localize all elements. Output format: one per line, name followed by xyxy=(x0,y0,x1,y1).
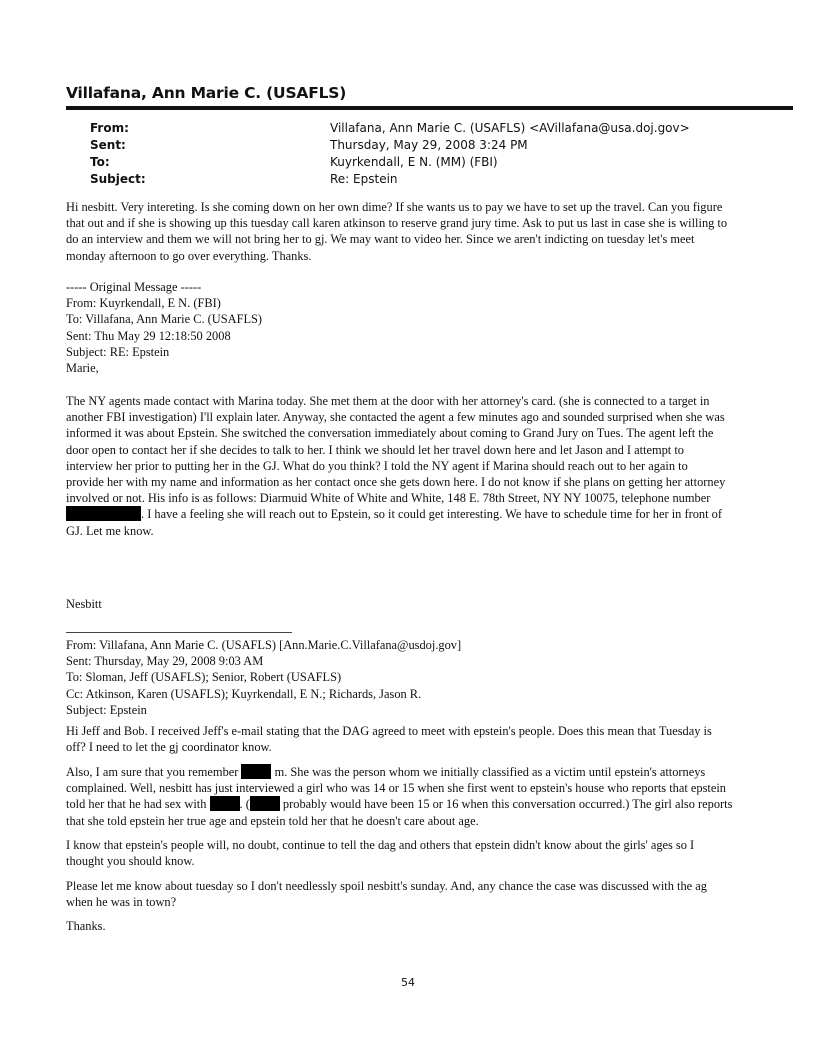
text-segment: Nesbitt xyxy=(66,597,102,611)
text-segment: m. She was the person whom we initially classified as a victim until epstein's attorneys xyxy=(271,765,706,779)
fbi-message-paragraph xyxy=(66,393,806,539)
text-line xyxy=(66,328,806,344)
text-line xyxy=(66,878,806,894)
header-value: Thursday, May 29, 2008 3:24 PM xyxy=(330,138,528,152)
header-value: Re: Epstein xyxy=(330,172,398,186)
text-line xyxy=(66,813,806,829)
text-segment: . I have a feeling she will reach out to Epstein, so it could get interesting. We have to schedule time for her in front of xyxy=(141,507,722,522)
text-segment: . ( xyxy=(239,797,250,812)
text-segment: that out and if she is showing up this tuesday call karen atkinson to reserve grand jury time. Ask to put us last in case she is willing to xyxy=(66,216,728,231)
text-segment: when he was in town? xyxy=(66,895,177,910)
text-line xyxy=(66,523,806,539)
salutation xyxy=(66,360,806,376)
header-value: Kuyrkendall, E N. (MM) (FBI) xyxy=(330,155,498,169)
header-label: To: xyxy=(90,155,110,169)
text-line xyxy=(66,918,806,934)
text-segment: ----- Original Message ----- xyxy=(66,280,202,294)
header-subject xyxy=(90,171,690,188)
text-line xyxy=(66,837,806,853)
header-value: Villafana, Ann Marie C. (USAFLS) <AVillafana@usa.doj.gov> xyxy=(330,121,690,135)
text-line xyxy=(66,686,806,702)
header-from xyxy=(90,120,690,137)
signature xyxy=(66,596,806,612)
text-line xyxy=(66,739,806,755)
text-segment: another FBI investigation) I'll explain later. Anyway, she contacted the agent a few minutes ago and sounded surprised when she was xyxy=(66,410,725,425)
text-line xyxy=(66,425,806,441)
text-segment: monday afternoon to go over everything. Thanks. xyxy=(66,248,312,263)
text-line xyxy=(66,199,806,215)
text-segment: interview her prior to putting her in the GJ. What do you think? I told the NY agent if Marina should reach out to her again to xyxy=(66,458,688,473)
text-line xyxy=(66,853,806,869)
text-line xyxy=(66,458,806,474)
text-segment: Thanks. xyxy=(66,919,106,933)
text-segment: From: Kuyrkendall, E N. (FBI) xyxy=(66,296,221,311)
text-line xyxy=(66,295,806,311)
redaction-box xyxy=(66,506,141,521)
text-segment: Cc: Atkinson, Karen (USAFLS); Kuyrkendall, E N.; Richards, Jason R. xyxy=(66,686,422,701)
text-line xyxy=(66,596,806,612)
text-segment: To: Villafana, Ann Marie C. (USAFLS) xyxy=(66,312,263,327)
text-segment: To: Sloman, Jeff (USAFLS); Senior, Robert (USAFLS) xyxy=(66,670,342,685)
text-line xyxy=(66,490,806,506)
text-line xyxy=(66,764,806,780)
text-segment: The NY agents made contact with Marina today. She met them at the door with her attorney's card. (she is connected to a target in xyxy=(66,394,710,408)
text-segment: Also, I am sure that you remember xyxy=(66,765,242,779)
redaction-box xyxy=(241,764,271,779)
text-segment: Please let me know about tuesday so I don't needlessly spoil nesbitt's sunday. And, any chance the case was discussed with the ag xyxy=(66,879,707,893)
text-line xyxy=(66,393,806,409)
text-segment: thought you should know. xyxy=(66,854,195,869)
redaction-box xyxy=(210,796,240,811)
text-segment: Sent: Thursday, May 29, 2008 9:03 AM xyxy=(66,654,264,669)
text-line xyxy=(66,279,806,295)
text-line xyxy=(66,409,806,425)
email-header xyxy=(90,120,690,188)
reply-paragraph xyxy=(66,199,806,264)
text-segment: probably would have been 15 or 16 when this conversation occurred.) The girl also reports xyxy=(279,797,733,812)
text-segment: Hi nesbitt. Very intereting. Is she coming down on her own dime? If she wants us to pay we have to set up the travel. Can you figure xyxy=(66,200,723,214)
earlier-paragraph-1 xyxy=(66,723,806,755)
message-separator xyxy=(66,632,292,633)
text-line xyxy=(66,248,806,264)
text-line xyxy=(66,344,806,360)
text-segment: involved or not. His info is as follows: Diarmuid White of White and White, 148 E. 78th Street, NY NY 10075, telephone number xyxy=(66,491,711,506)
text-segment: that she told epstein her true age and epstein told her that he doesn't care about age. xyxy=(66,813,479,828)
text-segment: Marie, xyxy=(66,361,99,375)
text-segment: I know that epstein's people will, no doubt, continue to tell the dag and others that epstein didn't know about the girls' ages so I xyxy=(66,838,695,852)
text-segment: Subject: Epstein xyxy=(66,702,147,717)
header-label: From: xyxy=(90,121,129,135)
text-line xyxy=(66,702,806,718)
redaction-box xyxy=(250,796,280,811)
text-segment: told her that he had sex with xyxy=(66,797,210,812)
text-line xyxy=(66,669,806,685)
text-segment: Subject: RE: Epstein xyxy=(66,344,170,359)
text-line xyxy=(66,311,806,327)
earlier-message-header xyxy=(66,637,806,718)
earlier-paragraph-3 xyxy=(66,837,806,869)
text-line xyxy=(66,215,806,231)
text-line xyxy=(66,637,806,653)
text-segment: From: Villafana, Ann Marie C. (USAFLS) [Ann.Marie.C.Villafana@usdoj.gov] xyxy=(66,638,462,652)
header-to xyxy=(90,154,690,171)
text-segment: informed it was about Epstein. She switched the conversation immediately about coming to Grand Jury on Tues. The agent left the xyxy=(66,426,714,441)
header-sent xyxy=(90,137,690,154)
text-line xyxy=(66,796,806,812)
closing xyxy=(66,918,806,934)
text-segment: do an interview and them we will not bring her to gj. We may want to video her. Since we aren't indicting on tuesday let's meet xyxy=(66,232,695,247)
document-title: Villafana, Ann Marie C. (USAFLS) xyxy=(66,84,347,102)
title-rule xyxy=(66,106,793,110)
text-line xyxy=(66,723,806,739)
text-line xyxy=(66,442,806,458)
earlier-paragraph-2 xyxy=(66,764,806,829)
page-number: 54 xyxy=(401,976,415,989)
earlier-paragraph-4 xyxy=(66,878,806,910)
text-segment: GJ. Let me know. xyxy=(66,523,154,538)
text-line xyxy=(66,474,806,490)
text-segment: Hi Jeff and Bob. I received Jeff's e-mail stating that the DAG agreed to meet with epstein's people. Does this mean that Tuesday is xyxy=(66,724,712,738)
text-line xyxy=(66,894,806,910)
text-line xyxy=(66,231,806,247)
text-line xyxy=(66,360,806,376)
original-message-header xyxy=(66,279,806,360)
text-line xyxy=(66,653,806,669)
text-line xyxy=(66,506,806,522)
text-segment: Sent: Thu May 29 12:18:50 2008 xyxy=(66,328,231,343)
text-segment: provide her with my name and information as her contact once she gets down here. I do not know if she plans on getting her attorney xyxy=(66,474,726,489)
header-label: Subject: xyxy=(90,172,146,186)
text-segment: door open to contact her if she decides to talk to her. I think we should let her travel down here and let Jason and I attempt to xyxy=(66,442,684,457)
header-label: Sent: xyxy=(90,138,126,152)
text-segment: complained. Well, nesbitt has just interviewed a girl who was 14 or 15 when she first went to epstein's house who reports that epstein xyxy=(66,781,726,796)
text-segment: off? I need to let the gj coordinator know. xyxy=(66,740,272,755)
text-line xyxy=(66,780,806,796)
